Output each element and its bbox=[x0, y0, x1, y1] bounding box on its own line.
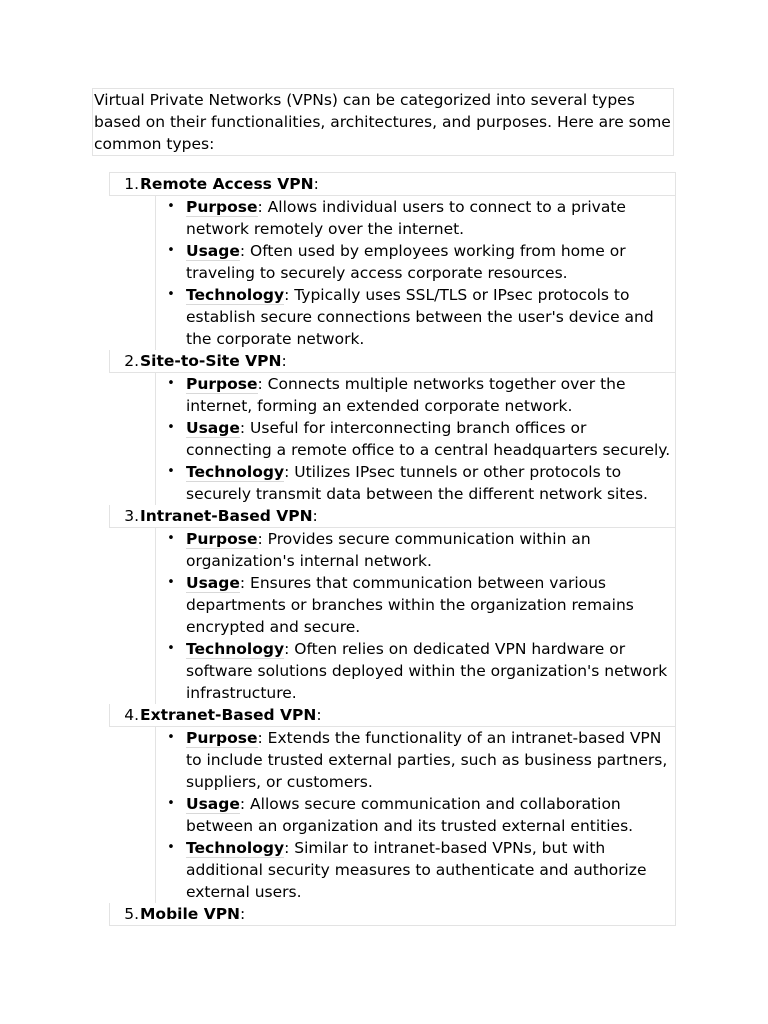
sub-item-text bbox=[186, 240, 675, 284]
vpn-types-list bbox=[109, 172, 676, 926]
sub-item-description: : Often used by employees working from home or traveling to securely access corporate resources. bbox=[186, 242, 626, 282]
sub-item-description: : Typically uses SSL/TLS or IPsec protocols to establish secure connections between the user's device and the corporate network. bbox=[186, 286, 654, 348]
intro-paragraph bbox=[92, 88, 674, 156]
list-item-heading bbox=[109, 704, 676, 727]
bullet-icon: • bbox=[167, 840, 175, 855]
sub-item-description: : Similar to intranet-based VPNs, but with additional security measures to authenticate and authorize external users. bbox=[186, 839, 647, 901]
list-item-heading bbox=[109, 505, 676, 528]
sub-item-text bbox=[186, 638, 675, 704]
sub-list bbox=[155, 373, 676, 505]
sub-item-label: Technology bbox=[186, 463, 285, 481]
list-item-heading bbox=[109, 172, 676, 196]
list-item-colon: : bbox=[316, 706, 322, 724]
sub-item-label: Technology bbox=[186, 640, 285, 658]
sub-item-text bbox=[186, 196, 675, 240]
sub-list bbox=[155, 196, 676, 350]
sub-list-item bbox=[156, 638, 675, 704]
list-item-number: 3. bbox=[124, 507, 139, 525]
sub-item-description: : Provides secure communication within an organization's internal network. bbox=[186, 530, 591, 570]
bullet-icon: • bbox=[167, 243, 175, 258]
list-item-number: 5. bbox=[124, 905, 139, 923]
list-item-number: 4. bbox=[124, 706, 139, 724]
sub-item-description: : Ensures that communication between various departments or branches within the organization remains encrypted and secure. bbox=[186, 574, 634, 636]
bullet-icon: • bbox=[167, 531, 175, 546]
sub-item-label: Usage bbox=[186, 574, 240, 592]
bullet-icon: • bbox=[167, 796, 175, 811]
bullet-icon: • bbox=[167, 199, 175, 214]
sub-item-label: Usage bbox=[186, 795, 240, 813]
sub-item-description: : Useful for interconnecting branch offices or connecting a remote office to a central headquarters securely. bbox=[186, 419, 671, 459]
sub-item-label: Usage bbox=[186, 419, 240, 437]
sub-list-item bbox=[156, 528, 675, 572]
sub-list-item bbox=[156, 461, 675, 505]
sub-list-item bbox=[156, 837, 675, 903]
sub-item-label: Purpose bbox=[186, 530, 258, 548]
sub-item-label: Technology bbox=[186, 286, 285, 304]
list-item-number: 1. bbox=[124, 175, 139, 193]
list-item-title: Remote Access VPN bbox=[140, 175, 314, 193]
sub-item-description: : Utilizes IPsec tunnels or other protocols to securely transmit data between the different network sites. bbox=[186, 463, 648, 503]
bullet-icon: • bbox=[167, 287, 175, 302]
bullet-icon: • bbox=[167, 575, 175, 590]
sub-item-label: Purpose bbox=[186, 729, 258, 747]
sub-list-item bbox=[156, 284, 675, 350]
sub-item-text bbox=[186, 417, 675, 461]
sub-list-item bbox=[156, 196, 675, 240]
list-item-heading bbox=[109, 350, 676, 373]
list-item-colon: : bbox=[281, 352, 287, 370]
sub-item-description: : Allows individual users to connect to a private network remotely over the internet. bbox=[186, 198, 626, 238]
sub-list-item bbox=[156, 240, 675, 284]
sub-item-text bbox=[186, 373, 675, 417]
list-item-title: Extranet-Based VPN bbox=[140, 706, 317, 724]
sub-list bbox=[155, 727, 676, 903]
sub-list-item bbox=[156, 572, 675, 638]
list-item-heading bbox=[109, 903, 676, 926]
list-item-title: Intranet-Based VPN bbox=[140, 507, 313, 525]
sub-list bbox=[155, 528, 676, 704]
sub-item-text bbox=[186, 528, 675, 572]
sub-item-label: Purpose bbox=[186, 375, 258, 393]
bullet-icon: • bbox=[167, 376, 175, 391]
bullet-icon: • bbox=[167, 420, 175, 435]
bullet-icon: • bbox=[167, 464, 175, 479]
bullet-icon: • bbox=[167, 641, 175, 656]
sub-item-text bbox=[186, 284, 675, 350]
sub-list-item bbox=[156, 373, 675, 417]
sub-item-label: Purpose bbox=[186, 198, 258, 216]
list-item-title: Site-to-Site VPN bbox=[140, 352, 282, 370]
sub-item-description: : Often relies on dedicated VPN hardware or software solutions deployed within the organization's network infrastructure. bbox=[186, 640, 668, 702]
list-item-title: Mobile VPN bbox=[140, 905, 241, 923]
list-item-colon: : bbox=[312, 507, 318, 525]
list-item-colon: : bbox=[240, 905, 246, 923]
bullet-icon: • bbox=[167, 730, 175, 745]
sub-list-item bbox=[156, 793, 675, 837]
sub-item-text bbox=[186, 572, 675, 638]
list-item-number: 2. bbox=[124, 352, 139, 370]
list-item-colon: : bbox=[313, 175, 319, 193]
sub-item-text bbox=[186, 793, 675, 837]
sub-item-description: : Allows secure communication and collaboration between an organization and its trusted external entities. bbox=[186, 795, 634, 835]
sub-list-item bbox=[156, 727, 675, 793]
sub-list-item bbox=[156, 417, 675, 461]
sub-item-text bbox=[186, 837, 675, 903]
sub-item-label: Usage bbox=[186, 242, 240, 260]
sub-item-text bbox=[186, 461, 675, 505]
sub-item-text bbox=[186, 727, 675, 793]
sub-item-description: : Connects multiple networks together over the internet, forming an extended corporate network. bbox=[186, 375, 626, 415]
sub-item-description: : Extends the functionality of an intranet-based VPN to include trusted external parties, such as business partners, suppliers, or customers. bbox=[186, 729, 668, 791]
sub-item-label: Technology bbox=[186, 839, 285, 857]
intro-text: Virtual Private Networks (VPNs) can be categorized into several types based on their functionalities, architectures, and purposes. Here are some common types: bbox=[94, 91, 671, 153]
